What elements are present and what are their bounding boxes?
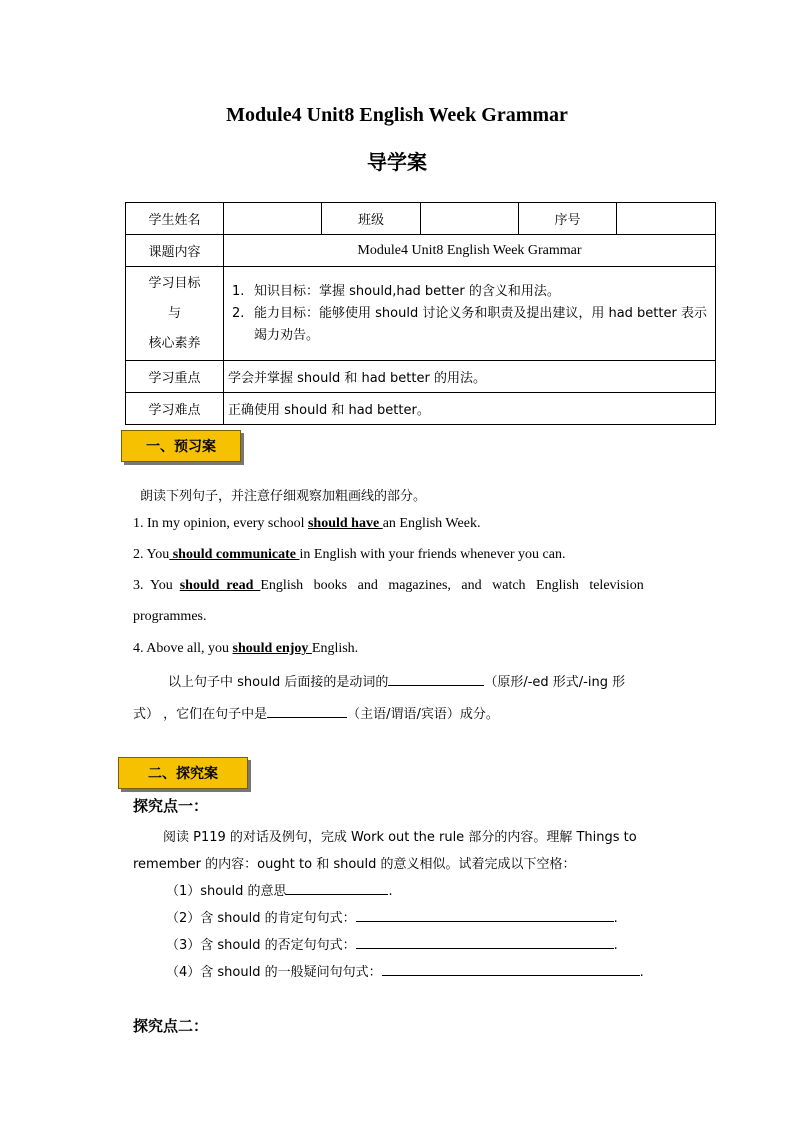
goal-text: 能力目标：能够使用 should 讨论义务和职责及提出建议，用 had better 表示竭力劝告。 [254,305,707,343]
fill-item-end: . [388,884,393,899]
answer-blank[interactable] [286,882,388,895]
class-field[interactable] [421,203,519,235]
fill-item-end: . [613,938,618,953]
sentence-3-continued: programmes. [133,609,207,624]
answer-blank[interactable] [388,673,484,686]
goals-value [224,267,716,361]
table-row [126,235,716,267]
fill-item-end: . [613,911,618,926]
sentence-text: English. [311,641,359,656]
question-text: 式） ，它们在句子中是 [133,707,268,722]
sentence-highlight: should have [307,516,383,531]
sentence-text: in English with your friends whenever you can. [299,547,566,562]
question-line-2 [133,703,499,722]
table-row [126,203,716,235]
fill-item-end: . [639,965,644,980]
topic-value: Module4 Unit8 English Week Grammar [224,235,716,267]
sentence-3 [133,578,658,594]
fill-item-3 [166,934,618,953]
sentence-4 [133,641,358,657]
table-row [126,393,716,425]
student-name-label: 学生姓名 [126,203,224,235]
student-name-field[interactable] [224,203,322,235]
fill-item-text: （3）含 should 的否定句句式： [166,938,356,953]
table-row [126,267,716,361]
explore-paragraph-line-1: 阅读 P119 的对话及例句，完成 Work out the rule 部分的内容。理解 Things to [163,830,637,845]
key-point-label: 学习重点 [126,361,224,393]
answer-blank[interactable] [267,705,347,718]
fill-item-text: （4）含 should 的一般疑问句句式： [166,965,382,980]
goal-number: 1. [232,283,245,299]
fill-item-text: （1）should 的意思 [166,884,287,899]
question-text: （主语/谓语/宾语）成分。 [347,707,499,722]
key-point-value: 学会并掌握 should 和 had better 的用法。 [224,361,716,393]
fill-item-4 [166,961,644,980]
seat-number-field[interactable] [617,203,716,235]
topic-label: 课题内容 [126,235,224,267]
sentence-text: 2. You [133,547,170,562]
answer-blank[interactable] [382,963,640,976]
question-text: （原形/-ed 形式/-ing 形 [484,675,626,690]
difficulty-value: 正确使用 should 和 had better。 [224,393,716,425]
info-table [125,202,716,425]
class-label: 班级 [322,203,421,235]
fill-item-text: （2）含 should 的肯定句句式： [166,911,356,926]
goals-label-mid: 与 [167,305,181,321]
explore-point-2-heading: 探究点二： [133,1017,209,1035]
fill-item-2 [166,907,618,926]
sentence-1 [133,516,480,532]
goal-text: 知识目标：掌握 should,had better 的含义和用法。 [254,283,560,299]
explore-point-1-heading: 探究点一： [133,797,209,815]
seat-number-label: 序号 [519,203,617,235]
fill-item-1 [166,880,393,899]
sentence-highlight: should read [179,578,261,593]
list-item [230,303,707,347]
goals-label-bottom: 核心素养 [148,335,201,351]
sentence-highlight: should communicate [169,547,300,562]
goals-label [126,267,224,361]
sentence-text: an English Week. [382,516,481,531]
list-item [230,281,707,303]
goals-label-top: 学习目标 [148,275,201,291]
sentence-text: 1. In my opinion, every school [133,516,308,531]
table-row [126,361,716,393]
document-subtitle: 导学案 [367,150,427,174]
section-explore-heading: 二、探究案 [118,757,248,789]
goal-number: 2. [232,305,245,321]
document-title: Module4 Unit8 English Week Grammar [226,104,568,126]
answer-blank[interactable] [356,909,614,922]
goals-list [230,281,707,347]
preview-intro: 朗读下列句子，并注意仔细观察加粗画线的部分。 [140,489,427,504]
answer-blank[interactable] [356,936,614,949]
sentence-text: English books and magazines, and watch English television [260,578,644,593]
sentence-text: 4. Above all, you [133,641,233,656]
sentence-2 [133,547,565,563]
question-text: 以上句子中 should 后面接的是动词的 [168,675,389,690]
explore-paragraph-line-2: remember 的内容：ought to 和 should 的意义相似。试着完成以下空格： [133,857,576,872]
question-line-1 [168,671,625,690]
difficulty-label: 学习难点 [126,393,224,425]
sentence-text: 3. You [133,578,180,593]
sentence-highlight: should enjoy [232,641,312,656]
section-preview-heading: 一、预习案 [121,430,241,462]
